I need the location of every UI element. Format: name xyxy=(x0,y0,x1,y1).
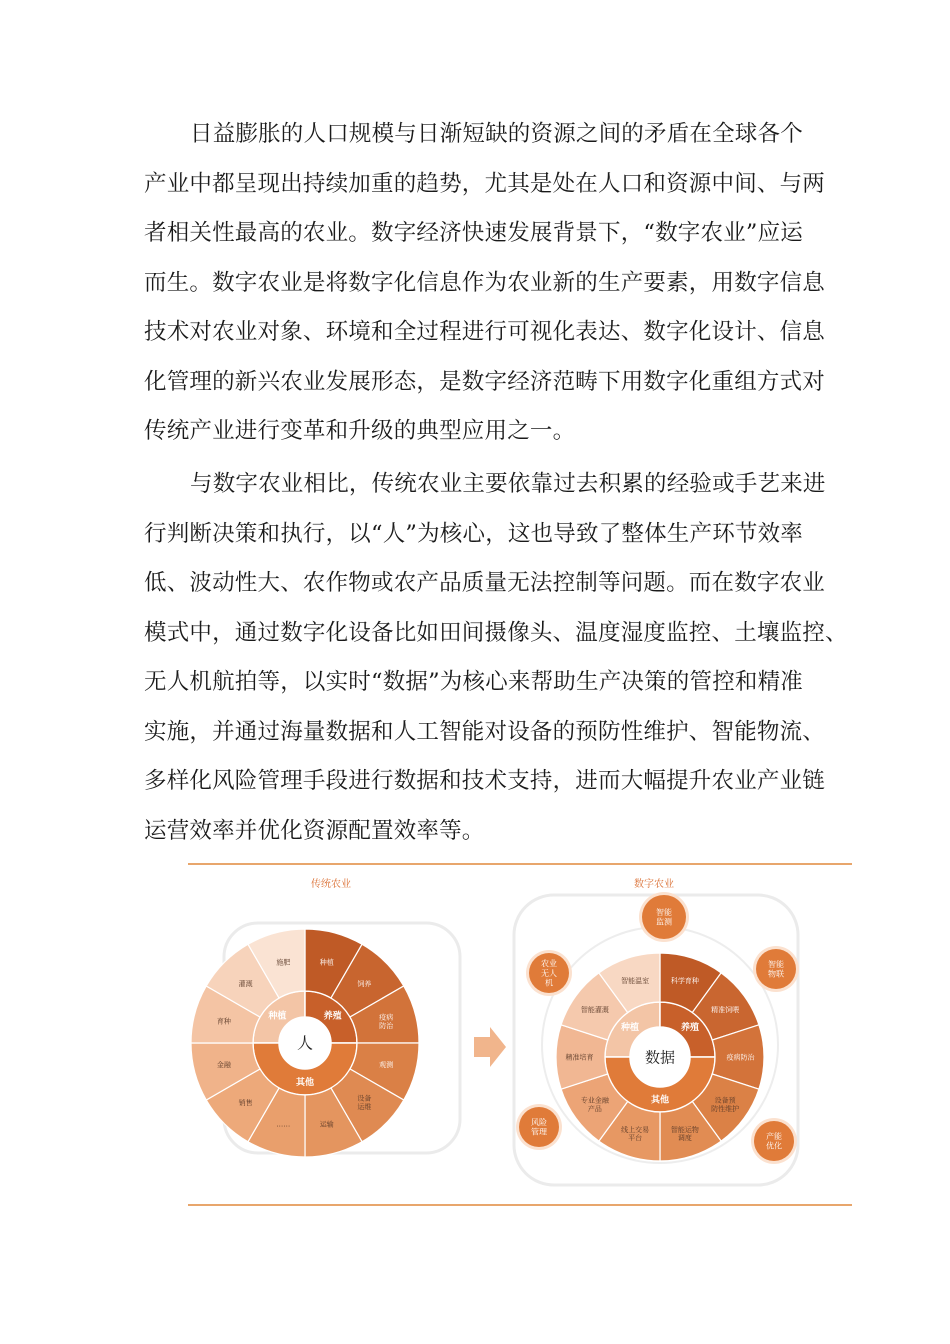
satellite-risk-label: 风险管理 xyxy=(531,1118,547,1137)
para2-line: 运营效率并优化资源配置效率等。 xyxy=(144,817,485,844)
para2-line: 行判断决策和执行，以“人”为核心，这也导致了整体生产环节效率 xyxy=(144,520,804,547)
para2-line: 无人机航拍等，以实时“数据”为核心来帮助生产决策的管控和精准 xyxy=(144,669,804,695)
digital-segment-label: 设备预防性维护 xyxy=(711,1096,740,1113)
traditional-segment-label: 疫病防治 xyxy=(379,1013,394,1030)
satellite-monitor-label: 智能监测 xyxy=(656,908,672,927)
para1-line: 日益膨胀的人口规模与日渐短缺的资源之间的矛盾在全球各个 xyxy=(190,121,803,147)
para1-line: 者相关性最高的农业。数字经济快速发展背景下，“数字农业”应运 xyxy=(144,220,804,246)
digital-segment-label: 精准饲喂 xyxy=(711,1006,740,1015)
para2-line: 实施，并通过海量数据和人工智能对设备的预防性维护、智能物流、 xyxy=(144,718,826,745)
digital-segment-label: 线上交易平台 xyxy=(621,1125,650,1143)
paragraph-2 xyxy=(144,460,848,856)
para1-line: 而生。数字农业是将数字化信息作为农业新的生产要素，用数字信息 xyxy=(144,269,826,296)
traditional-title: 传统农业 xyxy=(311,879,351,890)
traditional-segment-label: 施肥 xyxy=(276,958,291,967)
satellite-capacity-label: 产能优化 xyxy=(766,1132,782,1151)
traditional-quadrant-label: 种植 xyxy=(268,1011,287,1022)
traditional-segment-label: 育种 xyxy=(216,1017,231,1026)
traditional-quadrant-label: 其他 xyxy=(295,1078,315,1089)
digital-center-label: 数据 xyxy=(644,1048,676,1067)
traditional-segment-label: 金融 xyxy=(216,1061,231,1070)
traditional-segment-label: 饲养 xyxy=(357,980,372,989)
digital-segment-label: 专业金融产品 xyxy=(580,1096,609,1113)
para1-line: 传统产业进行变革和升级的典型应用之一。 xyxy=(144,418,576,444)
traditional-quadrant-label: 养殖 xyxy=(323,1011,342,1022)
traditional-segment-label: …… xyxy=(276,1120,291,1129)
arrow-icon xyxy=(474,1027,506,1067)
digital-quadrant-label: 其他 xyxy=(650,1095,670,1106)
paragraph-1 xyxy=(144,110,826,457)
digital-segment-label: 科学育种 xyxy=(670,976,699,985)
traditional-segment-label: 灌溉 xyxy=(238,980,253,989)
traditional-wheel xyxy=(191,929,419,1157)
digital-title: 数字农业 xyxy=(634,879,674,890)
digital-quadrant-label: 种植 xyxy=(620,1023,639,1034)
para2-line: 多样化风险管理手段进行数据和技术支持，进而大幅提升农业产业链 xyxy=(144,768,826,794)
para1-line: 技术对农业对象、环境和全过程进行可视化表达、数字化设计、信息 xyxy=(144,319,826,345)
satellite-iot-label: 智能物联 xyxy=(768,960,784,979)
traditional-segment-label: 种植 xyxy=(319,958,334,967)
digital-segment-label: 疫病防治 xyxy=(726,1053,755,1062)
comparison-diagram xyxy=(188,865,852,1208)
digital-segment-label: 智能灌溉 xyxy=(580,1006,609,1015)
traditional-center-label: 人 xyxy=(296,1033,314,1053)
traditional-segment-label: 销售 xyxy=(238,1098,253,1107)
para2-line: 低、波动性大、农作物或农产品质量无法控制等问题。而在数字农业 xyxy=(144,570,826,596)
digital-segment-label: 精准培育 xyxy=(565,1053,594,1062)
para1-line: 化管理的新兴农业发展形态，是数字经济范畴下用数字化重组方式对 xyxy=(144,368,826,395)
para1-line: 产业中都呈现出持续加重的趋势，尤其是处在人口和资源中间、与两 xyxy=(144,170,826,197)
agriculture-comparison-figure xyxy=(188,863,852,1206)
para2-line: 模式中，通过数字化设备比如田间摄像头、温度湿度监控、土壤监控、 xyxy=(144,619,848,646)
para2-line: 与数字农业相比，传统农业主要依靠过去积累的经验或手艺来进 xyxy=(190,471,826,497)
traditional-segment-label: 运输 xyxy=(319,1120,334,1129)
digital-wheel xyxy=(556,953,764,1161)
digital-segment-label: 智能温室 xyxy=(621,976,650,985)
digital-segment-label: 智能运物调度 xyxy=(670,1125,699,1143)
traditional-segment-label: 设备运维 xyxy=(357,1094,372,1112)
traditional-segment-label: 观测 xyxy=(379,1061,394,1070)
satellite-drone-label: 农业无人机 xyxy=(541,959,557,988)
digital-quadrant-label: 养殖 xyxy=(681,1023,700,1034)
